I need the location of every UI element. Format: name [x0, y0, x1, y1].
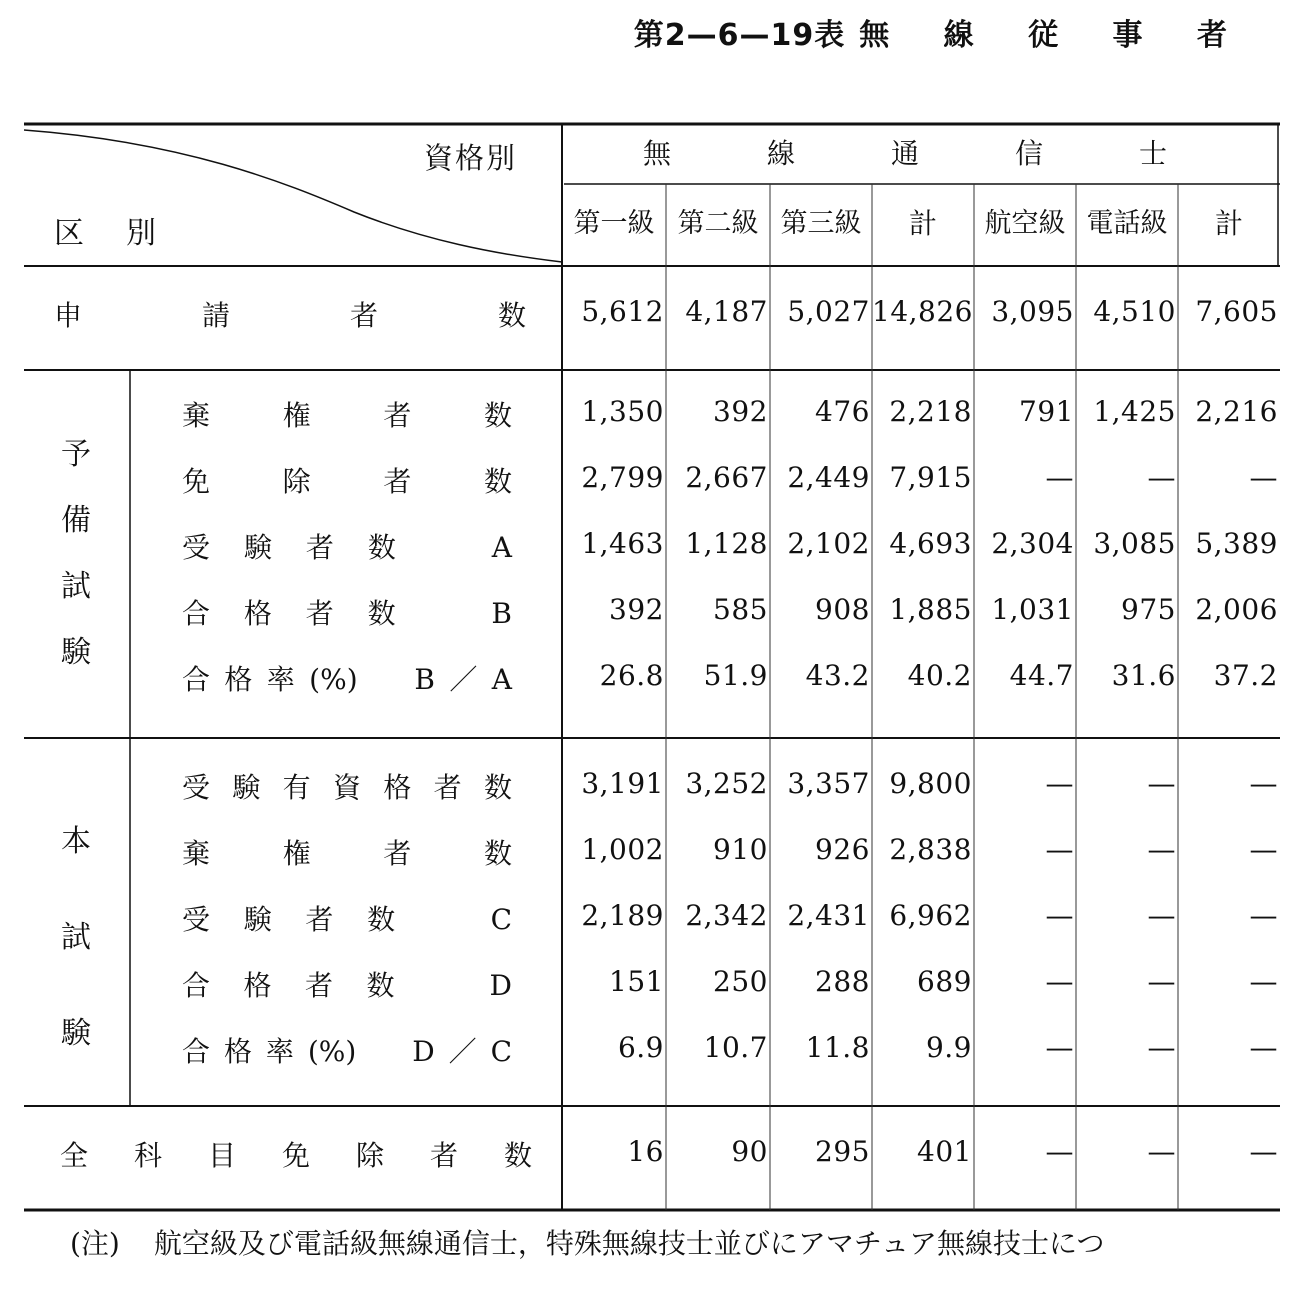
table-cell: 1,425: [1093, 395, 1176, 428]
qualification-header: 資格別: [424, 141, 518, 175]
table-cell: 16: [627, 1135, 664, 1168]
table-cell: 2,449: [787, 461, 870, 494]
table-cell: —: [1045, 833, 1074, 866]
table-cell: 926: [815, 833, 870, 866]
column-header-aviation: 航空級: [984, 208, 1066, 239]
table-cell: —: [1045, 899, 1074, 932]
table-cell: 9.9: [925, 1031, 972, 1064]
table-cell: —: [1249, 767, 1278, 800]
column-header-total: 計: [1214, 207, 1243, 240]
table-cell: —: [1147, 899, 1176, 932]
footnote-marker: (注): [70, 1227, 120, 1260]
table-cell: 26.8: [599, 659, 664, 692]
category-header: 区 別: [54, 216, 162, 251]
table-cell: 1,128: [685, 527, 768, 560]
row-label: 受験有資格者数: [182, 771, 512, 804]
table-cell: 11.8: [805, 1031, 870, 1064]
table-cell: 2,838: [889, 833, 972, 866]
table-cell: —: [1249, 461, 1278, 494]
table-cell: —: [1249, 1135, 1278, 1168]
section-label-main-exam: [56, 794, 96, 1082]
section-label-preliminary: [56, 422, 96, 686]
table-cell: 10.7: [703, 1031, 768, 1064]
section-label-char: 験: [61, 635, 91, 670]
section-label-char: 試: [61, 920, 91, 955]
footnote-text: 航空級及び電話級無線通信士，特殊無線技士並びにアマチュア無線技士につ: [153, 1227, 1105, 1260]
table-cell: 3,085: [1093, 527, 1176, 560]
column-header-third-class: 第三級: [780, 208, 862, 239]
table-cell: 40.2: [907, 659, 972, 692]
row-label: 合格率(%) B／A: [182, 663, 512, 696]
table-cell: 910: [713, 833, 768, 866]
table-cell: 288: [815, 965, 870, 998]
footnote: [70, 1222, 1104, 1262]
table-cell: 3,252: [685, 767, 768, 800]
table-cell: 689: [917, 965, 972, 998]
radio-operator-group-header: 無 線 通 信 士: [642, 137, 1201, 170]
table-cell: 90: [731, 1135, 768, 1168]
statistics-table: [24, 122, 1280, 1212]
row-label: 受験者数 A: [182, 531, 512, 564]
section-label-char: 試: [61, 569, 91, 604]
table-cell: 585: [713, 593, 768, 626]
table-cell: —: [1147, 1135, 1176, 1168]
table-name: 無 線 従 事 者: [859, 18, 1249, 53]
table-cell: 6.9: [617, 1031, 664, 1064]
table-cell: 1,885: [889, 593, 972, 626]
table-cell: 7,605: [1195, 295, 1278, 328]
column-header-telephone: 電話級: [1086, 208, 1168, 239]
table-cell: —: [1249, 965, 1278, 998]
column-header-subtotal: 計: [908, 207, 937, 240]
table-cell: 1,350: [581, 395, 664, 428]
table-cell: 401: [917, 1135, 972, 1168]
table-cell: 476: [815, 395, 870, 428]
table-cell: 1,463: [581, 527, 664, 560]
table-cell: 31.6: [1111, 659, 1176, 692]
table-cell: —: [1045, 965, 1074, 998]
table-cell: 5,027: [787, 295, 870, 328]
table-cell: 2,799: [581, 461, 664, 494]
column-header-first-class: 第一級: [573, 208, 655, 239]
column-header-second-class: 第二級: [677, 208, 759, 239]
table-cell: 37.2: [1213, 659, 1278, 692]
row-label-applicants: 申請者数: [54, 299, 526, 332]
table-cell: 975: [1121, 593, 1176, 626]
table-cell: —: [1045, 1135, 1074, 1168]
table-cell: —: [1045, 767, 1074, 800]
section-label-char: 予: [61, 437, 91, 472]
table-cell: 5,389: [1195, 527, 1278, 560]
table-cell: —: [1147, 461, 1176, 494]
table-cell: 4,693: [889, 527, 972, 560]
table-cell: 295: [815, 1135, 870, 1168]
row-label-all-exempt: 全科目免除者数: [60, 1139, 532, 1172]
table-cell: 43.2: [805, 659, 870, 692]
table-cell: 14,826: [872, 295, 973, 328]
table-cell: 2,102: [787, 527, 870, 560]
table-cell: —: [1147, 965, 1176, 998]
table-cell: —: [1249, 899, 1278, 932]
table-cell: 3,191: [581, 767, 664, 800]
table-cell: 2,431: [787, 899, 870, 932]
section-label-char: 験: [61, 1016, 91, 1051]
row-label: 合格者数 B: [182, 597, 512, 630]
table-number: 第2—6—19表: [633, 18, 846, 53]
table-cell: 392: [609, 593, 664, 626]
table-cell: —: [1249, 1031, 1278, 1064]
table-cell: 151: [609, 965, 664, 998]
table-cell: 2,006: [1195, 593, 1278, 626]
row-label: 免除者数: [182, 465, 512, 498]
table-cell: 2,189: [581, 899, 664, 932]
table-cell: —: [1147, 767, 1176, 800]
table-cell: —: [1045, 1031, 1074, 1064]
table-cell: —: [1147, 833, 1176, 866]
table-cell: 7,915: [889, 461, 972, 494]
table-cell: —: [1249, 833, 1278, 866]
table-cell: 51.9: [703, 659, 768, 692]
table-cell: 1,002: [581, 833, 664, 866]
table-cell: 4,510: [1093, 295, 1176, 328]
table-cell: 1,031: [991, 593, 1074, 626]
table-cell: 250: [713, 965, 768, 998]
table-cell: —: [1147, 1031, 1176, 1064]
table-cell: 9,800: [889, 767, 972, 800]
section-label-char: 本: [61, 824, 91, 859]
table-cell: 2,342: [685, 899, 768, 932]
table-cell: —: [1045, 461, 1074, 494]
row-label: 合格率(%) D／C: [182, 1035, 512, 1068]
table-cell: 6,962: [889, 899, 972, 932]
table-title: [634, 10, 1249, 54]
row-label: 棄権者数: [182, 399, 512, 432]
row-label: 合格者数 D: [182, 969, 512, 1002]
table-cell: 2,304: [991, 527, 1074, 560]
table-cell: 4,187: [685, 295, 768, 328]
table-cell: 5,612: [581, 295, 664, 328]
table-cell: 908: [815, 593, 870, 626]
table-cell: 3,095: [991, 295, 1074, 328]
row-label: 受験者数 C: [182, 903, 512, 936]
table-cell: 3,357: [787, 767, 870, 800]
table-cell: 392: [713, 395, 768, 428]
table-cell: 44.7: [1009, 659, 1074, 692]
section-label-char: 備: [61, 503, 91, 538]
table-cell: 2,218: [889, 395, 972, 428]
table-cell: 2,216: [1195, 395, 1278, 428]
row-label: 棄権者数: [182, 837, 512, 870]
table-cell: 2,667: [685, 461, 768, 494]
table-cell: 791: [1019, 395, 1074, 428]
